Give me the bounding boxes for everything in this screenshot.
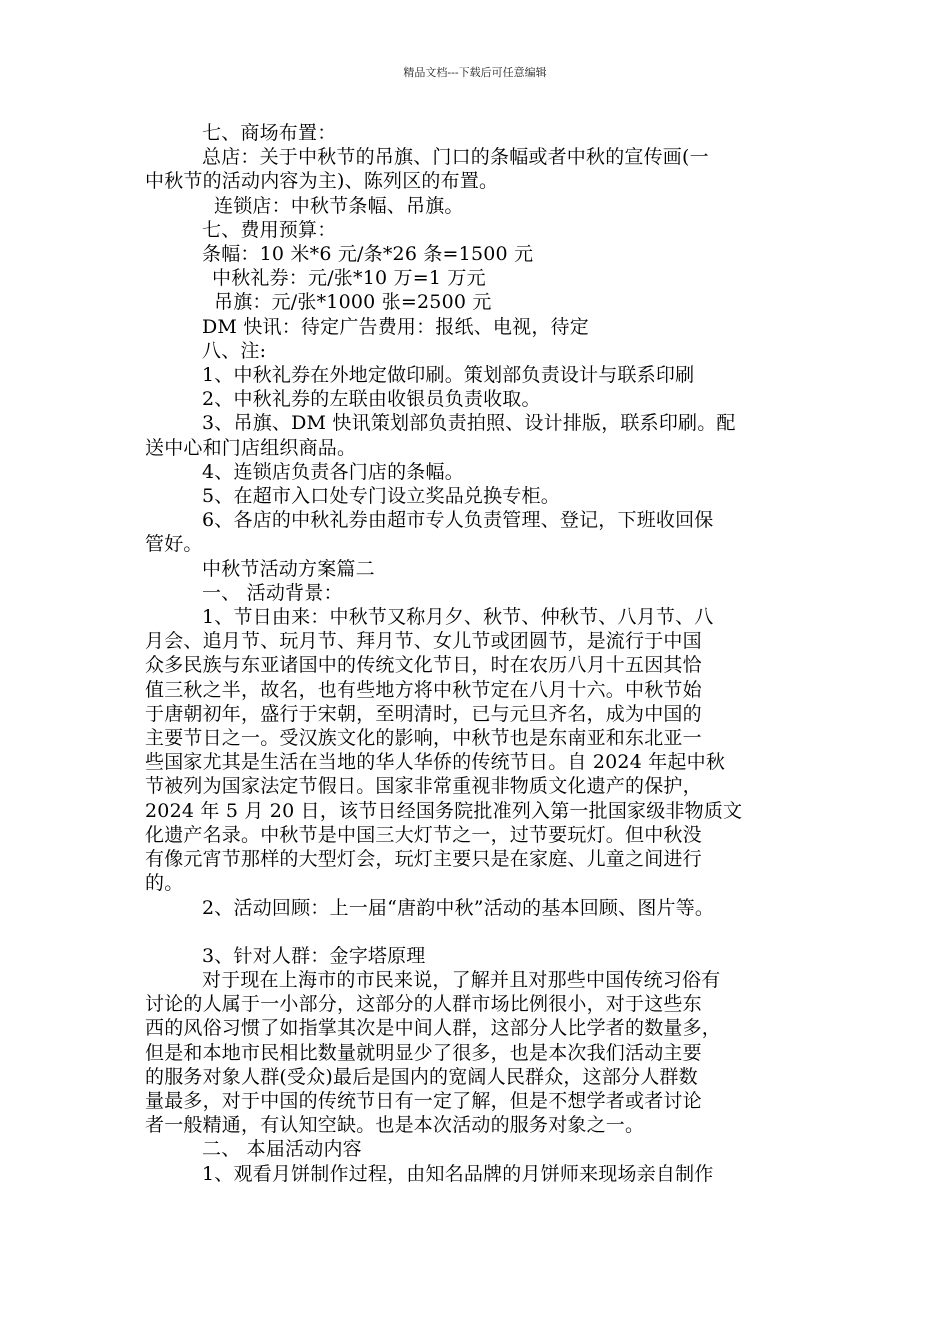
text-line: 吊旗：元/张*1000 张=2500 元 <box>214 291 492 314</box>
text-line: 有像元宵节那样的大型灯会，玩灯主要只是在家庭、儿童之间进行 <box>145 848 702 871</box>
text-line: 中秋礼券：元/张*10 万=1 万元 <box>212 267 486 290</box>
document-body <box>145 121 817 1186</box>
text-line: 西的风俗习惯了如指掌其次是中间人群，这部分人比学者的数量多， <box>145 1017 722 1040</box>
text-line: 化遗产名录。中秋节是中国三大灯节之一，过节要玩灯。但中秋没 <box>145 823 702 846</box>
text-line: 月会、追月节、玩月节、拜月节、女儿节或团圆节，是流行于中国 <box>145 630 702 653</box>
text-line: 2、活动回顾：上一届“唐韵中秋”活动的基本回顾、图片等。 <box>202 896 715 919</box>
text-line: 讨论的人属于一小部分，这部分的人群市场比例很小，对于这些东 <box>145 993 702 1016</box>
text-line: DM 快讯：待定广告费用：报纸、电视，待定 <box>202 315 589 338</box>
text-line: 但是和本地市民相比数量就明显少了很多，也是本次我们活动主要 <box>145 1041 702 1064</box>
text-line: 主要节日之一。受汉族文化的影响，中秋节也是东南亚和东北亚一 <box>145 727 702 750</box>
text-line: 的服务对象人群(受众)最后是国内的宽阔人民群众，这部分人群数 <box>145 1065 698 1088</box>
text-line: 条幅：10 米*6 元/条*26 条=1500 元 <box>202 243 534 266</box>
text-line: 节被列为国家法定节假日。国家非常重视非物质文化遗产的保护， <box>145 775 702 798</box>
text-line: 1、观看月饼制作过程，由知名品牌的月饼师来现场亲自制作 <box>202 1162 714 1185</box>
text-line: 送中心和门店组织商品。 <box>145 436 357 459</box>
text-line: 5、在超市入口处专门设立奖品兑换专柜。 <box>202 485 560 508</box>
text-line: 4、连锁店负责各门店的条幅。 <box>202 460 464 483</box>
text-line: 于唐朝初年，盛行于宋朝，至明清时，已与元旦齐名，成为中国的 <box>145 702 702 725</box>
section-heading: 一、 活动背景： <box>202 581 343 604</box>
text-line: 中秋节的活动内容为主)、陈列区的布置。 <box>145 170 499 193</box>
section-title: 中秋节活动方案篇二 <box>202 557 375 580</box>
text-line: 管好。 <box>145 533 203 556</box>
text-line: 者一般精通，有认知空缺。也是本次活动的服务对象之一。 <box>145 1114 645 1137</box>
text-line: 的。 <box>145 872 184 895</box>
text-line: 1、节日由来：中秋节又称月夕、秋节、仲秋节、八月节、八 <box>202 606 714 629</box>
text-line: 连锁店：中秋节条幅、吊旗。 <box>214 194 464 217</box>
text-line: 八、注: <box>202 339 267 362</box>
blank-line <box>145 920 817 944</box>
text-line: 值三秋之半，故名，也有些地方将中秋节定在八月十六。中秋节始 <box>145 678 702 701</box>
text-line: 6、各店的中秋礼券由超市专人负责管理、登记，下班收回保 <box>202 509 714 532</box>
text-line: 2024 年 5 月 20 日，该节日经国务院批准列入第一批国家级非物质文 <box>145 799 743 822</box>
text-line: 总店：关于中秋节的吊旗、门口的条幅或者中秋的宣传画(一 <box>202 146 709 169</box>
page-header: 精品文档---下载后可任意编辑 <box>403 66 547 79</box>
text-line: 些国家尤其是生活在当地的华人华侨的传统节日。自 2024 年起中秋 <box>145 751 726 774</box>
section-heading: 二、 本届活动内容 <box>202 1138 362 1161</box>
text-line: 1、中秋礼券在外地定做印刷。策划部负责设计与联系印刷 <box>202 364 695 387</box>
text-line: 2、中秋礼券的左联由收银员负责收取。 <box>202 388 541 411</box>
text-line: 量最多，对于中国的传统节日有一定了解，但是不想学者或者讨论 <box>145 1089 702 1112</box>
text-line: 众多民族与东亚诸国中的传统文化节日，时在农历八月十五因其恰 <box>145 654 702 677</box>
text-line: 对于现在上海市的市民来说，了解并且对那些中国传统习俗有 <box>202 968 721 991</box>
text-line: 七、费用预算： <box>202 218 337 241</box>
text-line: 3、吊旗、DM 快讯策划部负责拍照、设计排版，联系印刷。配 <box>202 412 736 435</box>
text-line: 3、针对人群：金字塔原理 <box>202 944 426 967</box>
text-line: 七、商场布置： <box>202 122 337 144</box>
